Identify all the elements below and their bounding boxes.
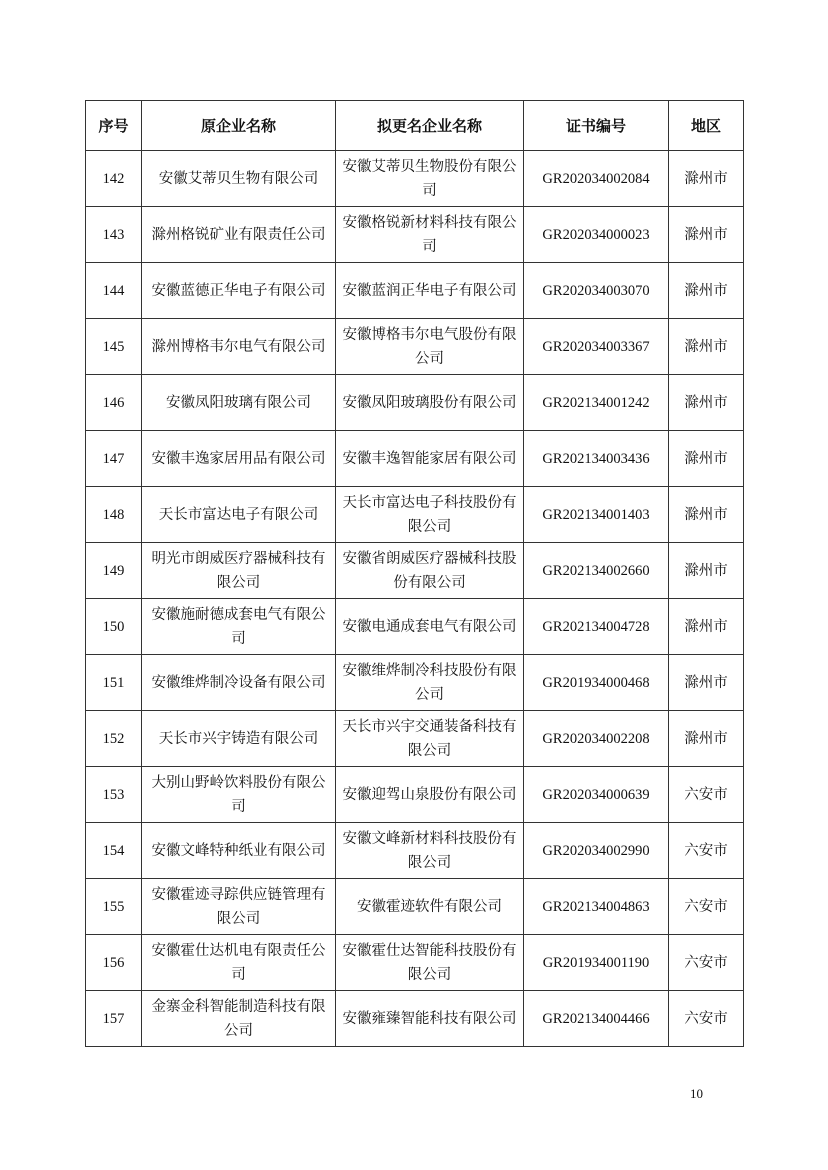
cell-serial-number: 153 — [86, 767, 142, 823]
table-row — [86, 655, 744, 711]
cell-region: 滁州市 — [669, 599, 744, 655]
cell-certificate-number: GR202034002208 — [524, 711, 669, 767]
cell-original-name: 大别山野岭饮料股份有限公司 — [142, 767, 336, 823]
table-row — [86, 151, 744, 207]
cell-serial-number: 154 — [86, 823, 142, 879]
cell-original-name: 天长市兴宇铸造有限公司 — [142, 711, 336, 767]
cell-certificate-number: GR202134002660 — [524, 543, 669, 599]
cell-region: 六安市 — [669, 879, 744, 935]
table-row — [86, 935, 744, 991]
cell-region: 滁州市 — [669, 487, 744, 543]
table-row — [86, 879, 744, 935]
table-row — [86, 263, 744, 319]
cell-proposed-name: 安徽省朗威医疗器械科技股份有限公司 — [336, 543, 524, 599]
cell-original-name: 天长市富达电子有限公司 — [142, 487, 336, 543]
table-row — [86, 375, 744, 431]
cell-certificate-number: GR201934001190 — [524, 935, 669, 991]
cell-region: 滁州市 — [669, 375, 744, 431]
cell-original-name: 滁州格锐矿业有限责任公司 — [142, 207, 336, 263]
cell-region: 滁州市 — [669, 151, 744, 207]
header-serial-number: 序号 — [86, 101, 142, 151]
table-row — [86, 487, 744, 543]
cell-original-name: 安徽蓝德正华电子有限公司 — [142, 263, 336, 319]
header-proposed-name: 拟更名企业名称 — [336, 101, 524, 151]
cell-original-name: 安徽维烨制冷设备有限公司 — [142, 655, 336, 711]
table-row — [86, 823, 744, 879]
cell-serial-number: 157 — [86, 991, 142, 1047]
cell-certificate-number: GR202034000639 — [524, 767, 669, 823]
cell-certificate-number: GR202134001403 — [524, 487, 669, 543]
table-row — [86, 207, 744, 263]
header-region: 地区 — [669, 101, 744, 151]
cell-region: 滁州市 — [669, 431, 744, 487]
cell-region: 滁州市 — [669, 711, 744, 767]
cell-original-name: 安徽凤阳玻璃有限公司 — [142, 375, 336, 431]
cell-serial-number: 148 — [86, 487, 142, 543]
cell-serial-number: 151 — [86, 655, 142, 711]
cell-proposed-name: 安徽艾蒂贝生物股份有限公司 — [336, 151, 524, 207]
cell-proposed-name: 安徽文峰新材料科技股份有限公司 — [336, 823, 524, 879]
cell-serial-number: 143 — [86, 207, 142, 263]
cell-proposed-name: 安徽电通成套电气有限公司 — [336, 599, 524, 655]
cell-region: 六安市 — [669, 767, 744, 823]
cell-serial-number: 142 — [86, 151, 142, 207]
cell-certificate-number: GR202134004466 — [524, 991, 669, 1047]
cell-proposed-name: 安徽霍仕达智能科技股份有限公司 — [336, 935, 524, 991]
table-row — [86, 431, 744, 487]
cell-original-name: 滁州博格韦尔电气有限公司 — [142, 319, 336, 375]
cell-original-name: 安徽文峰特种纸业有限公司 — [142, 823, 336, 879]
cell-certificate-number: GR201934000468 — [524, 655, 669, 711]
cell-proposed-name: 安徽迎驾山泉股份有限公司 — [336, 767, 524, 823]
cell-serial-number: 144 — [86, 263, 142, 319]
cell-region: 六安市 — [669, 823, 744, 879]
header-original-name: 原企业名称 — [142, 101, 336, 151]
cell-serial-number: 145 — [86, 319, 142, 375]
cell-proposed-name: 安徽格锐新材料科技有限公司 — [336, 207, 524, 263]
cell-proposed-name: 天长市富达电子科技股份有限公司 — [336, 487, 524, 543]
cell-original-name: 安徽施耐德成套电气有限公司 — [142, 599, 336, 655]
cell-region: 六安市 — [669, 991, 744, 1047]
cell-region: 六安市 — [669, 935, 744, 991]
cell-serial-number: 155 — [86, 879, 142, 935]
cell-serial-number: 146 — [86, 375, 142, 431]
cell-certificate-number: GR202134004728 — [524, 599, 669, 655]
cell-serial-number: 156 — [86, 935, 142, 991]
cell-region: 滁州市 — [669, 655, 744, 711]
table-row — [86, 599, 744, 655]
cell-proposed-name: 安徽蓝润正华电子有限公司 — [336, 263, 524, 319]
cell-original-name: 安徽艾蒂贝生物有限公司 — [142, 151, 336, 207]
page-number: 10 — [690, 1086, 703, 1101]
cell-certificate-number: GR202034003070 — [524, 263, 669, 319]
table-row — [86, 543, 744, 599]
cell-region: 滁州市 — [669, 319, 744, 375]
cell-serial-number: 147 — [86, 431, 142, 487]
cell-proposed-name: 安徽维烨制冷科技股份有限公司 — [336, 655, 524, 711]
cell-region: 滁州市 — [669, 207, 744, 263]
cell-original-name: 安徽霍迹寻踪供应链管理有限公司 — [142, 879, 336, 935]
cell-proposed-name: 安徽雍臻智能科技有限公司 — [336, 991, 524, 1047]
cell-region: 滁州市 — [669, 543, 744, 599]
cell-original-name: 明光市朗威医疗器械科技有限公司 — [142, 543, 336, 599]
cell-serial-number: 150 — [86, 599, 142, 655]
cell-certificate-number: GR202134001242 — [524, 375, 669, 431]
cell-region: 滁州市 — [669, 263, 744, 319]
table-header-row — [86, 101, 744, 151]
table-row — [86, 767, 744, 823]
header-certificate-number: 证书编号 — [524, 101, 669, 151]
cell-certificate-number: GR202034000023 — [524, 207, 669, 263]
cell-certificate-number: GR202034002990 — [524, 823, 669, 879]
cell-serial-number: 152 — [86, 711, 142, 767]
cell-certificate-number: GR202034002084 — [524, 151, 669, 207]
cell-proposed-name: 安徽博格韦尔电气股份有限公司 — [336, 319, 524, 375]
cell-proposed-name: 安徽霍迹软件有限公司 — [336, 879, 524, 935]
cell-original-name: 安徽丰逸家居用品有限公司 — [142, 431, 336, 487]
cell-certificate-number: GR202134004863 — [524, 879, 669, 935]
cell-proposed-name: 天长市兴宇交通装备科技有限公司 — [336, 711, 524, 767]
cell-original-name: 金寨金科智能制造科技有限公司 — [142, 991, 336, 1047]
table-row — [86, 711, 744, 767]
cell-certificate-number: GR202034003367 — [524, 319, 669, 375]
cell-serial-number: 149 — [86, 543, 142, 599]
cell-original-name: 安徽霍仕达机电有限责任公司 — [142, 935, 336, 991]
table-row — [86, 319, 744, 375]
cell-proposed-name: 安徽丰逸智能家居有限公司 — [336, 431, 524, 487]
cell-proposed-name: 安徽凤阳玻璃股份有限公司 — [336, 375, 524, 431]
table-row — [86, 991, 744, 1047]
company-rename-table — [85, 100, 744, 1047]
cell-certificate-number: GR202134003436 — [524, 431, 669, 487]
